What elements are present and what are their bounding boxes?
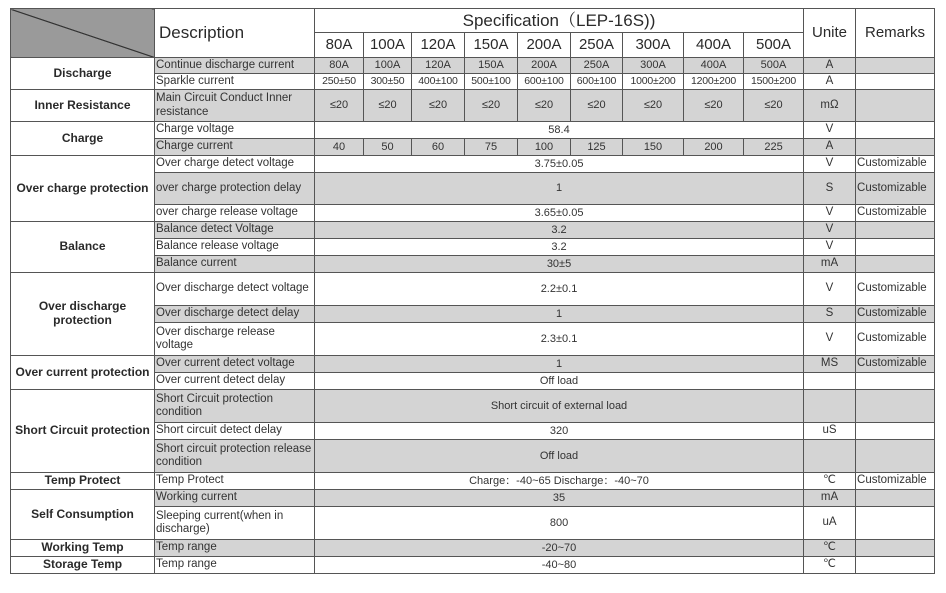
unit-cell: MS (804, 356, 856, 373)
category-working-temp: Working Temp (11, 540, 155, 557)
remark-cell (856, 440, 935, 473)
value-cell: 250A (571, 58, 623, 74)
item-label: Balance detect Voltage (155, 222, 315, 239)
remark-cell (856, 222, 935, 239)
value-cell: Short circuit of external load (315, 390, 804, 423)
value-cell: 150 (623, 139, 684, 156)
remark-cell: Customizable (856, 173, 935, 205)
category-storage-temp: Storage Temp (11, 557, 155, 574)
bms-spec-table (10, 8, 935, 574)
item-label: Over current detect delay (155, 373, 315, 390)
value-cell: 150A (465, 58, 518, 74)
model-header: 200A (518, 33, 571, 58)
header-specification: Specification（LEP-16S)) (315, 9, 804, 33)
unit-cell: ℃ (804, 473, 856, 490)
unit-cell (804, 440, 856, 473)
value-cell: 3.65±0.05 (315, 205, 804, 222)
unit-cell: V (804, 156, 856, 173)
value-cell: ≤20 (623, 90, 684, 122)
unit-cell: S (804, 306, 856, 323)
unit-cell: uA (804, 507, 856, 540)
item-label: Short circuit detect delay (155, 423, 315, 440)
remark-cell: Customizable (856, 205, 935, 222)
remark-cell: Customizable (856, 323, 935, 356)
value-cell: ≤20 (465, 90, 518, 122)
item-label: Charge current (155, 139, 315, 156)
value-cell: ≤20 (744, 90, 804, 122)
value-cell: 30±5 (315, 256, 804, 273)
unit-cell (804, 373, 856, 390)
value-cell: 2.2±0.1 (315, 273, 804, 306)
item-label: Main Circuit Conduct Inner resistance (155, 90, 315, 122)
value-cell: 600±100 (571, 74, 623, 90)
model-header: 120A (412, 33, 465, 58)
value-cell: 3.2 (315, 222, 804, 239)
model-header: 500A (744, 33, 804, 58)
value-cell: 3.2 (315, 239, 804, 256)
value-cell: ≤20 (684, 90, 744, 122)
model-header: 250A (571, 33, 623, 58)
item-label: Temp range (155, 540, 315, 557)
category-short-circuit: Short Circuit protection (11, 390, 155, 473)
header-remarks: Remarks (856, 9, 935, 58)
unit-cell: V (804, 323, 856, 356)
value-cell: Charge：-40~65 Discharge：-40~70 (315, 473, 804, 490)
category-self-consumption: Self Consumption (11, 490, 155, 540)
remark-cell (856, 507, 935, 540)
item-label: Over charge detect voltage (155, 156, 315, 173)
value-cell: ≤20 (412, 90, 465, 122)
category-over-discharge: Over discharge protection (11, 273, 155, 356)
value-cell: ≤20 (571, 90, 623, 122)
header-description: Description (155, 9, 315, 58)
remark-cell (856, 74, 935, 90)
value-cell: ≤20 (518, 90, 571, 122)
value-cell: 35 (315, 490, 804, 507)
category-charge: Charge (11, 122, 155, 156)
unit-cell: ℃ (804, 540, 856, 557)
header-unit: Unite (804, 9, 856, 58)
unit-cell: ℃ (804, 557, 856, 574)
remark-cell (856, 390, 935, 423)
item-label: Working current (155, 490, 315, 507)
item-label: over charge protection delay (155, 173, 315, 205)
model-header: 300A (623, 33, 684, 58)
value-cell: 800 (315, 507, 804, 540)
item-label: Balance current (155, 256, 315, 273)
item-label: Short Circuit protection condition (155, 390, 315, 423)
value-cell: 3.75±0.05 (315, 156, 804, 173)
value-cell: 500±100 (465, 74, 518, 90)
unit-cell: V (804, 239, 856, 256)
remark-cell (856, 239, 935, 256)
value-cell: Off load (315, 373, 804, 390)
item-label: over charge release voltage (155, 205, 315, 222)
value-cell: 40 (315, 139, 364, 156)
value-cell: 200 (684, 139, 744, 156)
unit-cell: V (804, 205, 856, 222)
value-cell: 1 (315, 173, 804, 205)
category-over-current: Over current protection (11, 356, 155, 390)
category-inner-resistance: Inner Resistance (11, 90, 155, 122)
item-label: Temp Protect (155, 473, 315, 490)
value-cell: 500A (744, 58, 804, 74)
remark-cell (856, 490, 935, 507)
value-cell: 300A (623, 58, 684, 74)
corner-cell (11, 9, 155, 58)
value-cell: 50 (364, 139, 412, 156)
remark-cell: Customizable (856, 273, 935, 306)
value-cell: 600±100 (518, 74, 571, 90)
item-label: Balance release voltage (155, 239, 315, 256)
value-cell: 125 (571, 139, 623, 156)
unit-cell: A (804, 58, 856, 74)
value-cell: 225 (744, 139, 804, 156)
model-header: 400A (684, 33, 744, 58)
model-header: 100A (364, 33, 412, 58)
unit-cell: mΩ (804, 90, 856, 122)
value-cell: 1 (315, 306, 804, 323)
value-cell: 300±50 (364, 74, 412, 90)
value-cell: 1200±200 (684, 74, 744, 90)
value-cell: 250±50 (315, 74, 364, 90)
item-label: Charge voltage (155, 122, 315, 139)
value-cell: 60 (412, 139, 465, 156)
value-cell: 2.3±0.1 (315, 323, 804, 356)
unit-cell: mA (804, 490, 856, 507)
unit-cell: mA (804, 256, 856, 273)
unit-cell: uS (804, 423, 856, 440)
value-cell: 200A (518, 58, 571, 74)
remark-cell: Customizable (856, 156, 935, 173)
value-cell: Off load (315, 440, 804, 473)
item-label: Sparkle current (155, 74, 315, 90)
remark-cell (856, 423, 935, 440)
value-cell: ≤20 (364, 90, 412, 122)
unit-cell: A (804, 139, 856, 156)
category-over-charge: Over charge protection (11, 156, 155, 222)
item-label: Continue discharge current (155, 58, 315, 74)
remark-cell (856, 122, 935, 139)
value-cell: 400A (684, 58, 744, 74)
unit-cell (804, 390, 856, 423)
remark-cell (856, 557, 935, 574)
remark-cell (856, 58, 935, 74)
value-cell: 120A (412, 58, 465, 74)
unit-cell: S (804, 173, 856, 205)
category-discharge: Discharge (11, 58, 155, 90)
model-header: 150A (465, 33, 518, 58)
value-cell: -40~80 (315, 557, 804, 574)
value-cell: 400±100 (412, 74, 465, 90)
value-cell: 75 (465, 139, 518, 156)
value-cell: 100A (364, 58, 412, 74)
remark-cell (856, 256, 935, 273)
category-temp-protect: Temp Protect (11, 473, 155, 490)
item-label: Over discharge detect voltage (155, 273, 315, 306)
unit-cell: V (804, 273, 856, 306)
remark-cell: Customizable (856, 306, 935, 323)
unit-cell: V (804, 122, 856, 139)
value-cell: ≤20 (315, 90, 364, 122)
item-label: Temp range (155, 557, 315, 574)
remark-cell (856, 373, 935, 390)
item-label: Short circuit protection release condition (155, 440, 315, 473)
value-cell: -20~70 (315, 540, 804, 557)
remark-cell (856, 540, 935, 557)
value-cell: 58.4 (315, 122, 804, 139)
value-cell: 1500±200 (744, 74, 804, 90)
remark-cell: Customizable (856, 473, 935, 490)
item-label: Sleeping current(when in discharge) (155, 507, 315, 540)
category-balance: Balance (11, 222, 155, 273)
item-label: Over discharge detect delay (155, 306, 315, 323)
value-cell: 320 (315, 423, 804, 440)
model-header: 80A (315, 33, 364, 58)
remark-cell (856, 139, 935, 156)
remark-cell (856, 90, 935, 122)
value-cell: 1000±200 (623, 74, 684, 90)
value-cell: 100 (518, 139, 571, 156)
remark-cell: Customizable (856, 356, 935, 373)
unit-cell: V (804, 222, 856, 239)
item-label: Over discharge release voltage (155, 323, 315, 356)
unit-cell: A (804, 74, 856, 90)
value-cell: 80A (315, 58, 364, 74)
value-cell: 1 (315, 356, 804, 373)
item-label: Over current detect voltage (155, 356, 315, 373)
